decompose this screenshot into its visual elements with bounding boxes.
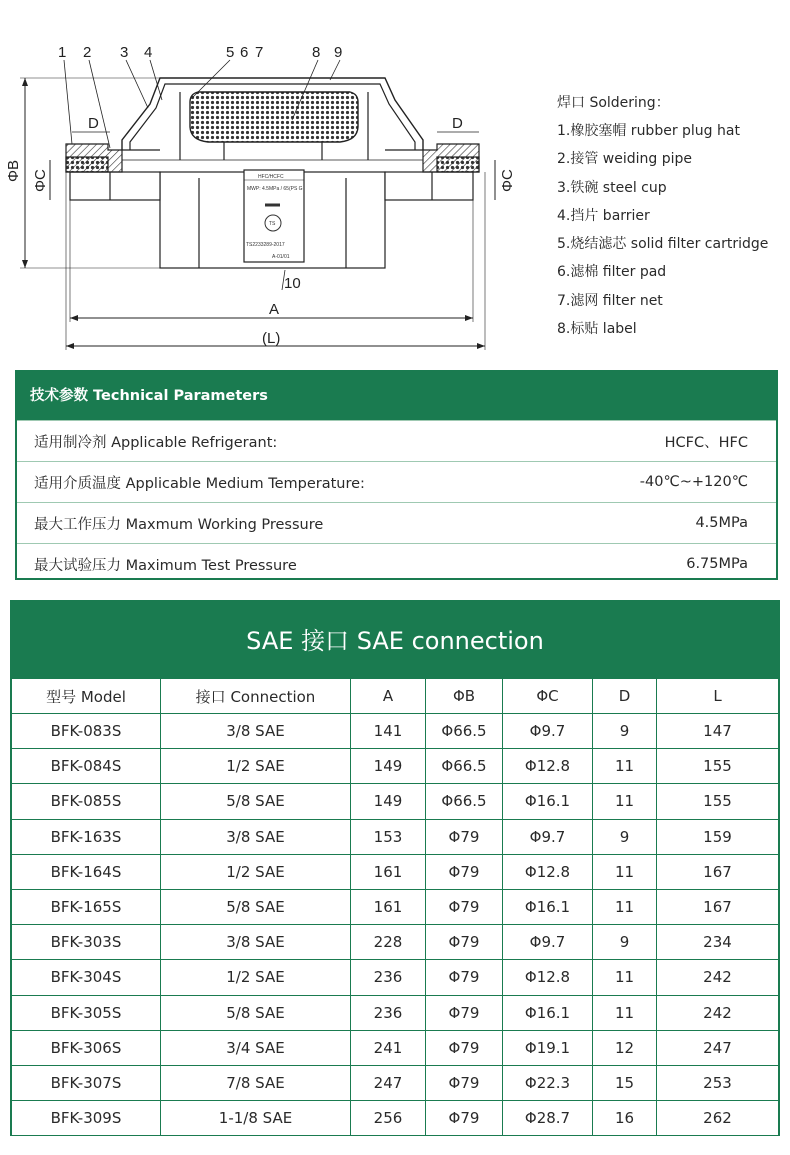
table-cell: Φ12.8 bbox=[503, 960, 593, 995]
table-row bbox=[12, 714, 779, 749]
table-cell: BFK-305S bbox=[12, 995, 161, 1030]
table-cell: BFK-303S bbox=[12, 925, 161, 960]
table-row bbox=[12, 784, 779, 819]
callout-6: 6 bbox=[240, 44, 249, 61]
table-cell: 9 bbox=[593, 714, 657, 749]
table-cell: 256 bbox=[351, 1101, 426, 1136]
param-label: 最大试验压力 Maximum Test Pressure bbox=[34, 557, 297, 574]
table-cell: 147 bbox=[657, 714, 779, 749]
table-row bbox=[12, 889, 779, 924]
table-cell: BFK-084S bbox=[12, 749, 161, 784]
dim-c-label-left: ΦC bbox=[32, 169, 49, 192]
legend-item: 7.滤网 filter net bbox=[557, 292, 663, 309]
label-logo: TS bbox=[269, 221, 276, 227]
table-cell: Φ79 bbox=[426, 1101, 503, 1136]
param-value: 4.5MPa bbox=[695, 515, 748, 531]
table-cell: 149 bbox=[351, 784, 426, 819]
table-cell: 241 bbox=[351, 1030, 426, 1065]
table-cell: 1/2 SAE bbox=[161, 749, 351, 784]
right-pipe bbox=[385, 172, 473, 200]
table-cell: 11 bbox=[593, 784, 657, 819]
param-row bbox=[17, 543, 776, 584]
column-header-a: A bbox=[351, 679, 426, 714]
table-row bbox=[12, 1065, 779, 1100]
filter-cartridge bbox=[190, 92, 358, 142]
table-cell: Φ79 bbox=[426, 889, 503, 924]
callout-3: 3 bbox=[120, 44, 129, 61]
table-cell: 16 bbox=[593, 1101, 657, 1136]
sae-table bbox=[11, 678, 779, 1136]
label-line-3: TS2233289-2017 bbox=[246, 242, 285, 248]
table-cell: Φ66.5 bbox=[426, 784, 503, 819]
callout-7: 7 bbox=[255, 44, 264, 61]
table-cell: 161 bbox=[351, 854, 426, 889]
sae-connection-section bbox=[10, 600, 780, 1136]
table-header-row bbox=[12, 679, 779, 714]
callout-9: 9 bbox=[334, 44, 343, 61]
legend-title: 焊口 Soldering： bbox=[557, 95, 670, 111]
table-cell: Φ16.1 bbox=[503, 995, 593, 1030]
table-cell: 155 bbox=[657, 749, 779, 784]
table-cell: 167 bbox=[657, 854, 779, 889]
column-header-b: ΦB bbox=[426, 679, 503, 714]
label-line-1: HFC/HCFC bbox=[258, 174, 284, 180]
table-cell: Φ79 bbox=[426, 960, 503, 995]
column-header-l: L bbox=[657, 679, 779, 714]
table-cell: 12 bbox=[593, 1030, 657, 1065]
callout-2: 2 bbox=[83, 44, 92, 61]
table-cell: 11 bbox=[593, 889, 657, 924]
table-row bbox=[12, 960, 779, 995]
table-cell: 247 bbox=[657, 1030, 779, 1065]
filter-drier-diagram bbox=[0, 0, 540, 360]
table-cell: 3/8 SAE bbox=[161, 819, 351, 854]
table-cell: BFK-309S bbox=[12, 1101, 161, 1136]
table-cell: 161 bbox=[351, 889, 426, 924]
column-header-model: 型号 Model bbox=[12, 679, 161, 714]
legend-item: 3.铁碗 steel cup bbox=[557, 179, 667, 196]
callout-4: 4 bbox=[144, 44, 153, 61]
column-header-d: D bbox=[593, 679, 657, 714]
legend-item: 6.滤棉 filter pad bbox=[557, 264, 667, 281]
table-cell: 262 bbox=[657, 1101, 779, 1136]
dim-d-label-right: D bbox=[452, 115, 463, 132]
table-cell: Φ16.1 bbox=[503, 784, 593, 819]
table-cell: 11 bbox=[593, 854, 657, 889]
label-line-2: MWP: 4.5MPa / 65(PS G bbox=[247, 186, 303, 192]
table-cell: Φ12.8 bbox=[503, 854, 593, 889]
table-cell: 1-1/8 SAE bbox=[161, 1101, 351, 1136]
param-label: 适用制冷剂 Applicable Refrigerant: bbox=[34, 434, 278, 451]
table-cell: BFK-163S bbox=[12, 819, 161, 854]
table-cell: Φ22.3 bbox=[503, 1065, 593, 1100]
legend-item: 4.挡片 barrier bbox=[557, 207, 650, 224]
table-cell: Φ16.1 bbox=[503, 889, 593, 924]
table-row bbox=[12, 854, 779, 889]
table-cell: Φ66.5 bbox=[426, 749, 503, 784]
table-cell: 236 bbox=[351, 995, 426, 1030]
column-header-c: ΦC bbox=[503, 679, 593, 714]
table-cell: 153 bbox=[351, 819, 426, 854]
table-cell: Φ79 bbox=[426, 995, 503, 1030]
table-cell: 3/8 SAE bbox=[161, 925, 351, 960]
table-cell: 3/4 SAE bbox=[161, 1030, 351, 1065]
table-cell: 234 bbox=[657, 925, 779, 960]
table-cell: BFK-085S bbox=[12, 784, 161, 819]
table-cell: BFK-307S bbox=[12, 1065, 161, 1100]
table-cell: 1/2 SAE bbox=[161, 854, 351, 889]
table-cell: 167 bbox=[657, 889, 779, 924]
table-row bbox=[12, 1030, 779, 1065]
table-cell: Φ79 bbox=[426, 854, 503, 889]
param-label: 适用介质温度 Applicable Medium Temperature: bbox=[34, 475, 365, 492]
legend-item: 5.烧结滤芯 solid filter cartridge bbox=[557, 236, 769, 253]
table-cell: 11 bbox=[593, 960, 657, 995]
table-cell: Φ12.8 bbox=[503, 749, 593, 784]
left-pipe bbox=[70, 172, 160, 200]
param-value: -40℃~+120℃ bbox=[639, 474, 748, 490]
technical-parameters bbox=[15, 370, 778, 580]
table-cell: 9 bbox=[593, 925, 657, 960]
table-cell: 149 bbox=[351, 749, 426, 784]
table-cell: Φ79 bbox=[426, 819, 503, 854]
table-cell: 242 bbox=[657, 960, 779, 995]
legend-item: 2.接管 weiding pipe bbox=[557, 151, 693, 168]
table-cell: BFK-083S bbox=[12, 714, 161, 749]
param-row bbox=[17, 461, 776, 502]
technical-parameters-header: 技术参数 Technical Parameters bbox=[17, 372, 776, 420]
column-header-connection: 接口 Connection bbox=[161, 679, 351, 714]
table-cell: 7/8 SAE bbox=[161, 1065, 351, 1100]
table-cell: 228 bbox=[351, 925, 426, 960]
table-cell: 11 bbox=[593, 995, 657, 1030]
table-cell: Φ9.7 bbox=[503, 714, 593, 749]
table-cell: 141 bbox=[351, 714, 426, 749]
table-row bbox=[12, 749, 779, 784]
dim-c-label-right: ΦC bbox=[499, 169, 516, 192]
table-cell: 159 bbox=[657, 819, 779, 854]
dim-d-label-left: D bbox=[88, 115, 99, 132]
table-cell: Φ66.5 bbox=[426, 714, 503, 749]
table-cell: BFK-164S bbox=[12, 854, 161, 889]
legend-item: 8.标贴 label bbox=[557, 321, 637, 338]
product-label bbox=[244, 170, 304, 262]
table-cell: Φ28.7 bbox=[503, 1101, 593, 1136]
table-cell: 5/8 SAE bbox=[161, 995, 351, 1030]
legend-item: 1.橡胶塞帽 rubber plug hat bbox=[557, 123, 740, 139]
table-cell: 236 bbox=[351, 960, 426, 995]
table-row bbox=[12, 925, 779, 960]
table-cell: Φ79 bbox=[426, 1065, 503, 1100]
table-cell: 253 bbox=[657, 1065, 779, 1100]
table-cell: 9 bbox=[593, 819, 657, 854]
param-value: HCFC、HFC bbox=[664, 434, 748, 451]
table-cell: BFK-165S bbox=[12, 889, 161, 924]
table-cell: Φ79 bbox=[426, 925, 503, 960]
table-cell: 15 bbox=[593, 1065, 657, 1100]
table-row bbox=[12, 1101, 779, 1136]
sae-table-body bbox=[12, 714, 779, 1136]
table-cell: 5/8 SAE bbox=[161, 784, 351, 819]
table-cell: 1/2 SAE bbox=[161, 960, 351, 995]
dim-b-label: ΦB bbox=[5, 160, 22, 182]
table-cell: 155 bbox=[657, 784, 779, 819]
table-cell: 3/8 SAE bbox=[161, 714, 351, 749]
param-value: 6.75MPa bbox=[686, 556, 748, 572]
table-cell: BFK-306S bbox=[12, 1030, 161, 1065]
table-cell: Φ19.1 bbox=[503, 1030, 593, 1065]
label-line-4: A-01/01 bbox=[272, 254, 290, 260]
table-row bbox=[12, 995, 779, 1030]
parts-legend bbox=[557, 89, 787, 343]
table-cell: 11 bbox=[593, 749, 657, 784]
table-cell: Φ79 bbox=[426, 1030, 503, 1065]
dim-a-label: A bbox=[269, 301, 280, 318]
callout-5: 5 bbox=[226, 44, 235, 61]
table-cell: Φ9.7 bbox=[503, 819, 593, 854]
callout-10: 10 bbox=[284, 275, 301, 292]
param-row bbox=[17, 420, 776, 461]
table-cell: 247 bbox=[351, 1065, 426, 1100]
callout-8: 8 bbox=[312, 44, 321, 61]
table-cell: 242 bbox=[657, 995, 779, 1030]
table-cell: 5/8 SAE bbox=[161, 889, 351, 924]
param-row bbox=[17, 502, 776, 543]
param-label: 最大工作压力 Maxmum Working Pressure bbox=[34, 516, 324, 533]
table-row bbox=[12, 819, 779, 854]
table-cell: Φ9.7 bbox=[503, 925, 593, 960]
dim-l-label: (L) bbox=[262, 330, 281, 347]
table-cell: BFK-304S bbox=[12, 960, 161, 995]
callout-1: 1 bbox=[58, 44, 67, 61]
sae-table-title: SAE 接口 SAE connection bbox=[11, 601, 779, 678]
